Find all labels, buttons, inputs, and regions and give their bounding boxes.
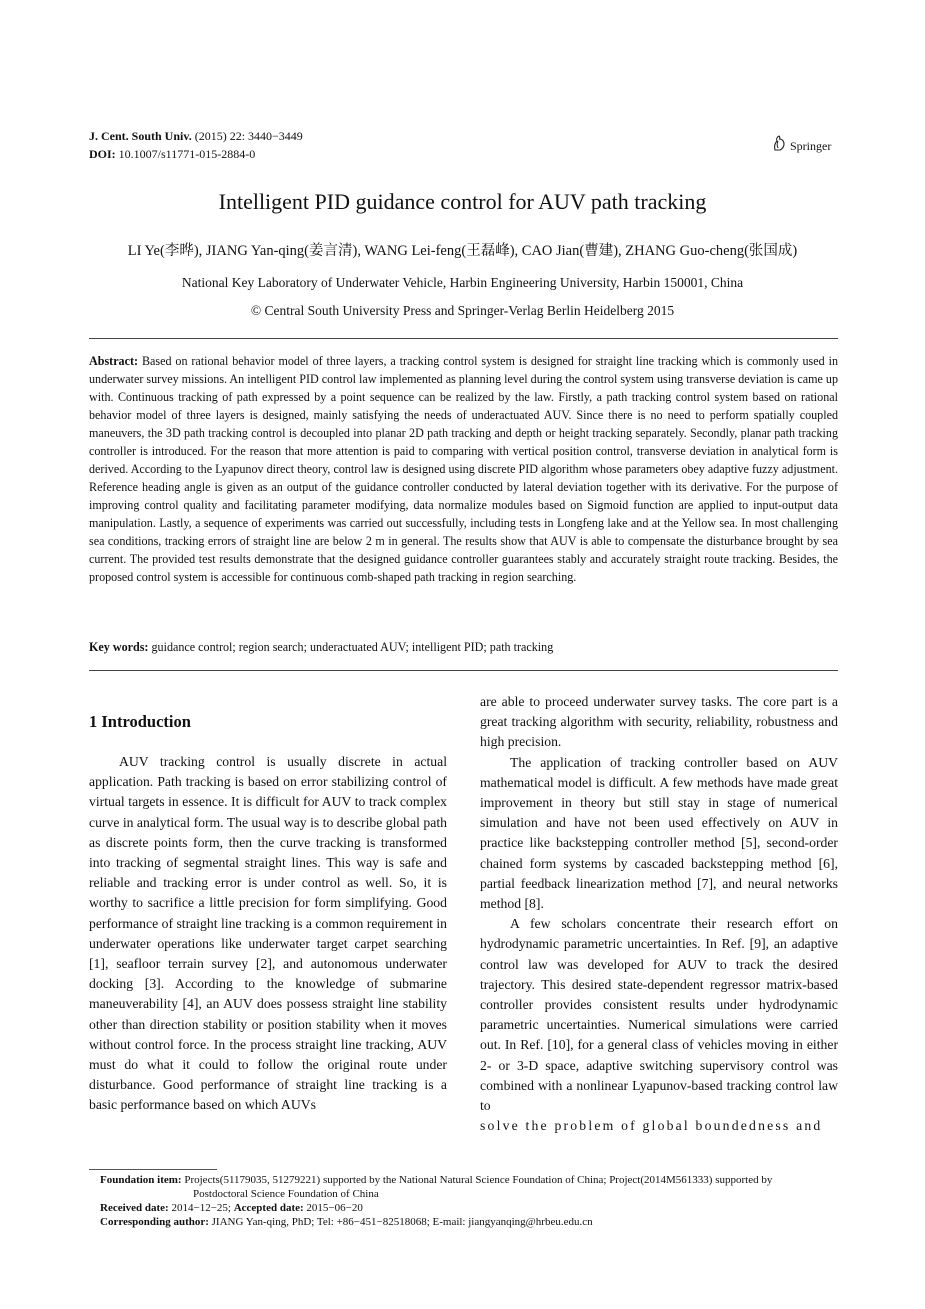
foundation-item xyxy=(100,1173,840,1187)
section-heading-introduction: 1 Introduction xyxy=(89,712,191,731)
intro-paragraph-3-last-line: solve the problem of global boundedness and xyxy=(480,1118,823,1134)
footnotes xyxy=(100,1173,840,1229)
abstract-text: Based on rational behavior model of three layers, a tracking control system is designed for straight line tracking which is commonly used in underwater survey missions. An intelligent PID control law implemented as planning level during the control system using transverse deviation is came up with. Continuous tracking of path expressed by a point sequence can be realized by the law. Firstly, a path tracking control system based on rational behavior model of three layers is designed, mainly satisfying the needs of underactuated AUV. Since there is no need to perform spatially coupled maneuvers, the 3D path tracking control is decoupled into planar 2D path tracking and depth or height tracking separately. Secondly, planar path tracking controller is introduced. For the reason that more attention is paid to comparing with vertical position control, transverse deviation in analytical form is derived. According to the Lyapunov direct theory, control law is designed using discrete PID algorithm whose parameters obey adaptive fuzzy adjustment. Reference heading angle is given as an output of the guidance controller conducted by lateral deviation together with its derivative. For the purpose of improving control quality and facilitating parameter modifying, data normalize modules based on Sigmoid function are applied to input-output data manipulation. Lastly, a sequence of experiments was carried out successfully, including tests in Longfeng lake and at the Yellow sea. In most challenging sea conditions, tracking errors of straight line are below 2 m in general. The results show that AUV is able to compensate the disturbance brought by sea current. The provided test results demonstrate that the designed guidance controller guarantees stably and accurately straight route tracking. Besides, the proposed control system is accessible for continuous comb-shaped path tracking in region searching. xyxy=(89,354,838,584)
doi-value[interactable]: 10.1007/s11771-015-2884-0 xyxy=(118,147,256,161)
journal-citation xyxy=(89,128,303,144)
author-list: LI Ye(李晔), JIANG Yan-qing(姜言清), WANG Lei-feng(王磊峰), CAO Jian(曹建), ZHANG Guo-cheng(张国成) xyxy=(127,243,798,259)
paper-title: Intelligent PID guidance control for AUV path tracking xyxy=(218,189,707,214)
foundation-text: Projects(51179035, 51279221) supported by the National Natural Science Foundation of China; Project(2014M561333) supported by xyxy=(184,1174,773,1186)
intro-paragraph-1-continued: are able to proceed underwater survey tasks. The core part is a great tracking algorithm with security, reliability, robustness and high precision. xyxy=(480,694,838,750)
body-column-left xyxy=(89,752,447,1116)
doi-line xyxy=(89,146,255,162)
intro-paragraph-2: The application of tracking controller based on AUV mathematical model is difficult. A few methods have made great improvement in theory but still stay in stage of numerical simulation and have not been used effectively on AUV in practice like backstepping controller method [5], second-order chained form systems by cascaded backstepping method [6], partial feedback linearization method [7], and neural networks method [8]. xyxy=(480,754,838,912)
footnote-divider xyxy=(89,1169,217,1170)
received-value: 2014−12−25; xyxy=(171,1202,231,1214)
corresponding-text[interactable]: JIANG Yan-qing, PhD; Tel: +86−451−82518068; E-mail: jiangyanqing@hrbeu.edu.cn xyxy=(211,1216,593,1228)
intro-paragraph-3: A few scholars concentrate their research effort on hydrodynamic parametric uncertainties. In Ref. [9], an adaptive control law was developed for AUV to track the desired trajectory. This desired state-dependent regressor matrix-based controller provides consistent results under hydrodynamic parametric uncertainties. Numerical simulations were carried out. In Ref. [10], for a general class of vehicles moving in either 2- or 3-D space, adaptive switching supervisory control was combined with a nonlinear Lyapunov-based tracking control law to xyxy=(480,916,838,1114)
abstract xyxy=(89,352,838,586)
doi-label: DOI: xyxy=(89,147,116,161)
keywords-text: guidance control; region search; underactuated AUV; intelligent PID; path tracking xyxy=(151,640,554,654)
journal-details: (2015) 22: 3440−3449 xyxy=(194,129,303,143)
journal-abbrev: J. Cent. South Univ. xyxy=(89,129,192,143)
accepted-label: Accepted date: xyxy=(233,1202,304,1214)
keywords xyxy=(89,638,838,656)
divider-top xyxy=(89,338,838,339)
springer-horse-icon xyxy=(772,135,786,156)
divider-bottom xyxy=(89,670,838,671)
abstract-label: Abstract: xyxy=(89,354,139,368)
foundation-text-continued: Postdoctoral Science Foundation of China xyxy=(193,1188,379,1200)
received-label: Received date: xyxy=(100,1202,169,1214)
body-column-right xyxy=(480,692,838,1136)
copyright-notice: © Central South University Press and Springer-Verlag Berlin Heidelberg 2015 xyxy=(250,303,675,318)
dates xyxy=(100,1201,840,1215)
intro-paragraph-1: AUV tracking control is usually discrete in actual application. Path tracking is based on error stabilizing control of virtual targets in essence. It is difficult for AUV to track complex curve in analytical form. The usual way is to describe global path as discrete points form, then the curve tracking is transformed into tracking of segmental straight lines. This way is safe and reliable and tracking error is under control as well. So, it is worthy to sacrifice a little precision for form simplifying. Good performance of straight line tracking is a common requirement in underwater operations like underwater target carpet searching [1], seafloor terrain survey [2], and autonomous underwater docking [3]. According to the knowledge of submarine maneuverability [4], an AUV does possess straight line stability other than direction stability or position stability when it moves without control force. In the process straight line tracking, AUV must do what it could to follow the original route under disturbance. Good performance of straight line tracking is a basic performance based on which AUVs xyxy=(89,754,447,1113)
foundation-label: Foundation item: xyxy=(100,1174,182,1186)
publisher-name: Springer xyxy=(790,138,832,153)
publisher-logo xyxy=(772,135,831,156)
corresponding-author xyxy=(100,1215,840,1229)
affiliation: National Key Laboratory of Underwater Vehicle, Harbin Engineering University, Harbin 150001, China xyxy=(181,275,744,290)
keywords-label: Key words: xyxy=(89,640,149,654)
corresponding-label: Corresponding author: xyxy=(100,1216,209,1228)
accepted-value: 2015−06−20 xyxy=(306,1202,363,1214)
